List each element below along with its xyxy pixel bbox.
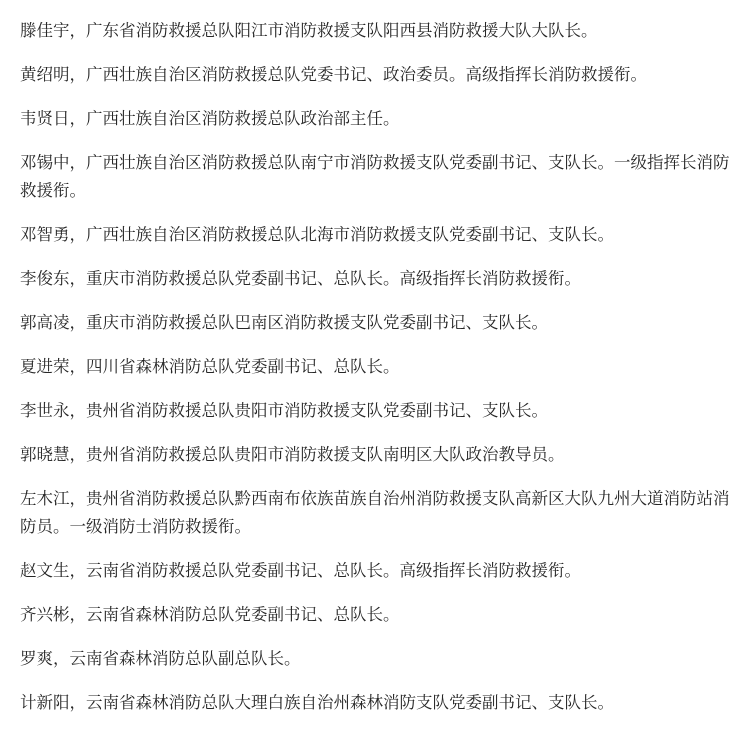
paragraph: 滕佳宇，广东省消防救援总队阳江市消防救援支队阳西县消防救援大队大队长。 (20, 21, 598, 40)
paragraph: 黄绍明，广西壮族自治区消防救援总队党委书记、政治委员。高级指挥长消防救援衔。 (20, 65, 647, 84)
paragraph: 罗爽，云南省森林消防总队副总队长。 (20, 649, 301, 668)
article-body (20, 17, 742, 733)
paragraph: 李世永，贵州省消防救援总队贵阳市消防救援支队党委副书记、支队长。 (20, 401, 548, 420)
paragraph: 李俊东，重庆市消防救援总队党委副书记、总队长。高级指挥长消防救援衔。 (20, 269, 581, 288)
paragraph: 计新阳，云南省森林消防总队大理白族自治州森林消防支队党委副书记、支队长。 (20, 693, 614, 712)
paragraph: 邓智勇，广西壮族自治区消防救援总队北海市消防救援支队党委副书记、支队长。 (20, 225, 614, 244)
paragraph: 郭晓慧，贵州省消防救援总队贵阳市消防救援支队南明区大队政治教导员。 (20, 445, 565, 464)
paragraph: 夏进荣，四川省森林消防总队党委副书记、总队长。 (20, 357, 400, 376)
paragraph: 左木江，贵州省消防救援总队黔西南布依族苗族自治州消防救援支队高新区大队九州大道消防站消防员。一级消防士消防救援衔。 (20, 489, 730, 536)
paragraph: 邓锡中，广西壮族自治区消防救援总队南宁市消防救援支队党委副书记、支队长。一级指挥长消防救援衔。 (20, 153, 730, 200)
paragraph: 齐兴彬，云南省森林消防总队党委副书记、总队长。 (20, 605, 400, 624)
paragraph: 郭高凌，重庆市消防救援总队巴南区消防救援支队党委副书记、支队长。 (20, 313, 548, 332)
paragraph: 韦贤日，广西壮族自治区消防救援总队政治部主任。 (20, 109, 400, 128)
paragraph: 赵文生，云南省消防救援总队党委副书记、总队长。高级指挥长消防救援衔。 (20, 561, 581, 580)
